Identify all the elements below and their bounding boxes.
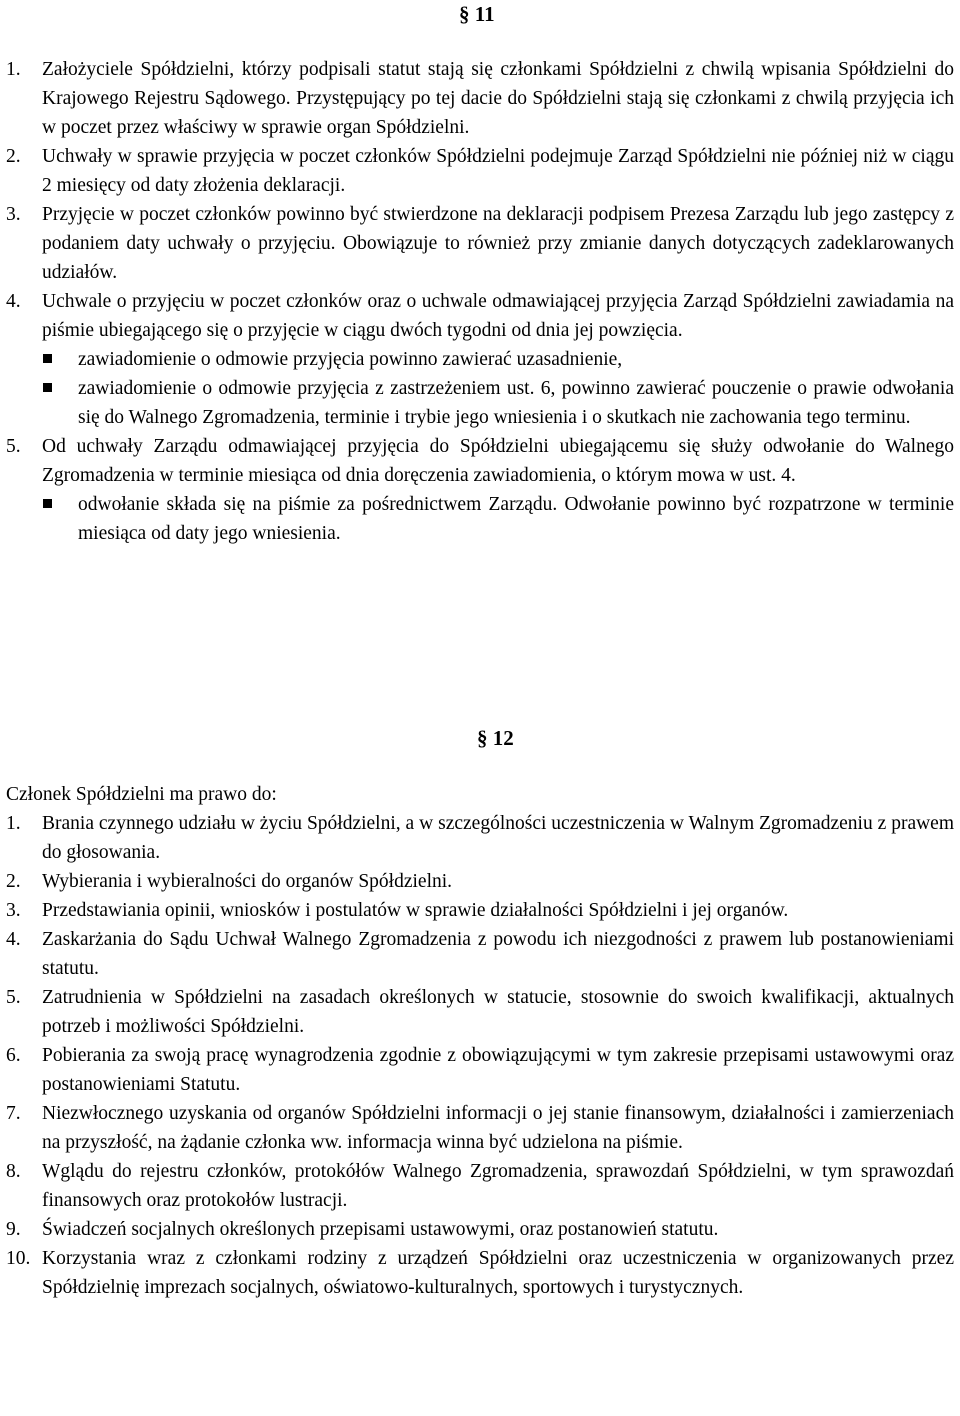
list-item: [6, 983, 954, 1041]
item-number: 8.: [6, 1161, 21, 1182]
item-text: Wybierania i wybieralności do organów Spółdzielni.: [42, 871, 453, 892]
list-item: [6, 1157, 954, 1215]
list-item: [6, 925, 954, 983]
item-number: 3.: [6, 900, 21, 921]
item-text: Uchwały w sprawie przyjęcia w poczet członków Spółdzielni podejmuje Zarząd Spółdzielni nie później niż w ciągu 2 miesięcy od daty złożenia deklaracji.: [42, 146, 954, 196]
item-text: Uchwale o przyjęciu w poczet członków oraz o uchwale odmawiającej przyjęcia Zarząd Spółdzielni zawiadamia na piśmie ubiegającego się o przyjęcie w ciągu dwóch tygodni od dnia jej powzięcia.: [42, 291, 954, 341]
item-number: 10.: [6, 1248, 31, 1269]
section-12-heading: § 12: [477, 726, 514, 750]
list-item: [6, 1244, 954, 1302]
item-text: Zaskarżania do Sądu Uchwał Walnego Zgromadzenia z powodu ich niezgodności z prawem lub postanowieniami statutu.: [42, 929, 954, 979]
list-item: [6, 55, 954, 142]
item-text: Od uchwały Zarządu odmawiającej przyjęcia do Spółdzielni ubiegającemu się służy odwołanie do Walnego Zgromadzenia w terminie miesiąca od dnia doręczenia zawiadomienia, o którym mowa w ust. 4.: [42, 436, 954, 486]
item-number: 1.: [6, 59, 21, 80]
list-item: [6, 1099, 954, 1157]
section-11-heading: § 11: [459, 2, 495, 26]
item-number: 7.: [6, 1103, 21, 1124]
item-number: 1.: [6, 813, 21, 834]
item-number: 2.: [6, 871, 21, 892]
square-bullet-icon: [43, 383, 52, 392]
bullet-text: zawiadomienie o odmowie przyjęcia powinno zawierać uzasadnienie,: [78, 349, 623, 370]
list-item: [6, 1215, 954, 1244]
item-number: 2.: [6, 146, 21, 167]
square-bullet-icon: [43, 499, 52, 508]
item-text: Przedstawiania opinii, wniosków i postulatów w sprawie działalności Spółdzielni i jej organów.: [42, 900, 789, 921]
item-text: Pobierania za swoją pracę wynagrodzenia zgodnie z obowiązującymi w tym zakresie przepisami ustawowymi oraz postanowieniami Statutu.: [42, 1045, 954, 1095]
item-text: Wglądu do rejestru członków, protokółów Walnego Zgromadzenia, sprawozdań Spółdzielni, w tym sprawozdań finansowych oraz protokołów lustracji.: [42, 1161, 954, 1211]
section-12-body: [6, 780, 954, 1302]
list-item: [6, 1041, 954, 1099]
list-item: [6, 867, 954, 896]
item-number: 5.: [6, 987, 21, 1008]
list-item: [6, 809, 954, 867]
bullet-item: [6, 374, 954, 432]
item-text: Brania czynnego udziału w życiu Spółdzielni, a w szczególności uczestniczenia w Walnym Zgromadzeniu z prawem do głosowania.: [42, 813, 954, 863]
item-number: 5.: [6, 436, 21, 457]
item-text: Korzystania wraz z członkami rodziny z urządzeń Spółdzielni oraz uczestniczenia w organizowanych przez Spółdzielnię imprezach socjalnych, oświatowo-kulturalnych, sportowych i turystycznych.: [42, 1248, 954, 1298]
item-text: Przyjęcie w poczet członków powinno być stwierdzone na deklaracji podpisem Prezesa Zarządu lub jego zastępcy z podaniem daty uchwały o przyjęciu. Obowiązuje to również przy zmianie danych dotyczących zadeklarowanych udziałów.: [42, 204, 954, 283]
list-item: [6, 287, 954, 345]
bullet-item: [6, 345, 954, 374]
list-item: [6, 896, 954, 925]
item-number: 4.: [6, 291, 21, 312]
list-item: [6, 200, 954, 287]
item-number: 3.: [6, 204, 21, 225]
item-number: 4.: [6, 929, 21, 950]
item-text: Zatrudnienia w Spółdzielni na zasadach określonych w statucie, stosownie do swoich kwalifikacji, aktualnych potrzeb i możliwości Spółdzielni.: [42, 987, 954, 1037]
section-11-body: [6, 55, 954, 548]
list-item: [6, 432, 954, 490]
item-text: Założyciele Spółdzielni, którzy podpisali statut stają się członkami Spółdzielni z chwilą wpisania Spółdzielni do Krajowego Rejestru Sądowego. Przystępujący po tej dacie do Spółdzielni stają się członkami z chwilą przyjęcia ich w poczet przez właściwy w sprawie organ Spółdzielni.: [42, 59, 954, 138]
item-number: 6.: [6, 1045, 21, 1066]
list-item: [6, 142, 954, 200]
item-number: 9.: [6, 1219, 21, 1240]
bullet-item: [6, 490, 954, 548]
item-text: Świadczeń socjalnych określonych przepisami ustawowymi, oraz postanowień statutu.: [42, 1219, 719, 1240]
section-intro: Członek Spółdzielni ma prawo do:: [6, 784, 277, 805]
bullet-text: odwołanie składa się na piśmie za pośrednictwem Zarządu. Odwołanie powinno być rozpatrzone w terminie miesiąca od daty jego wniesienia.: [78, 494, 954, 544]
bullet-text: zawiadomienie o odmowie przyjęcia z zastrzeżeniem ust. 6, powinno zawierać pouczenie o prawie odwołania się do Walnego Zgromadzenia, terminie i trybie jego wniesienia i o skutkach nie zachowania tego terminu.: [78, 378, 954, 428]
square-bullet-icon: [43, 354, 52, 363]
item-text: Niezwłocznego uzyskania od organów Spółdzielni informacji o jej stanie finansowym, działalności i zamierzeniach na przyszłość, na żądanie członka ww. informacja winna być udzielona na piśmie.: [42, 1103, 954, 1153]
